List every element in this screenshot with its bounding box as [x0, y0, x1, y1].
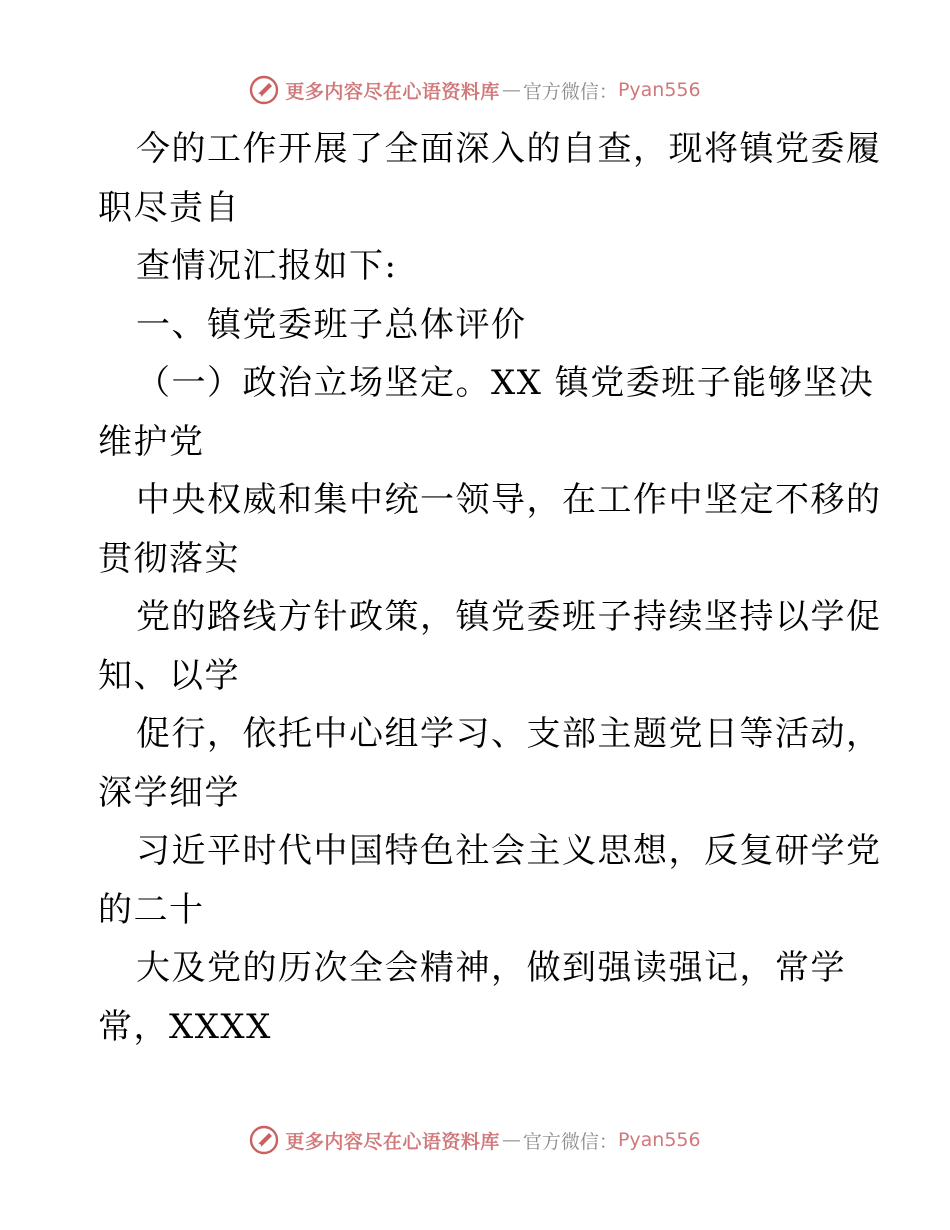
watermark-separator: ： [598, 80, 618, 103]
text-line: 常，XXXX [98, 1006, 272, 1047]
text-line: 的二十 [98, 889, 205, 930]
text-line: 深学细学 [98, 772, 240, 813]
text-line: 贯彻落实 [98, 538, 240, 579]
watermark-brand: 更多内容尽在心语资料库 [285, 80, 500, 103]
watermark-contact-id: Pyan556 [617, 1129, 701, 1151]
watermark-contact-label: 官方微信 [522, 1130, 599, 1153]
text-line: 职尽责自 [98, 187, 240, 228]
text-line: 党的路线方针政策，镇党委班子持续坚持以学促 [136, 597, 882, 637]
text-line: 一、镇党委班子总体评价 [136, 304, 527, 345]
watermark-contact-id: Pyan556 [617, 79, 701, 101]
header-watermark [0, 70, 950, 110]
text-line: 维护党 [98, 421, 205, 462]
text-line: 大及党的历次全会精神，做到强读强记，常学 [136, 948, 846, 988]
footer-watermark [0, 1120, 950, 1160]
text-line: 习近平时代中国特色社会主义思想，反复研学党 [136, 831, 882, 871]
watermark-dash: — [501, 1129, 521, 1151]
text-line: 中央权威和集中统一领导，在工作中坚定不移的 [136, 480, 882, 520]
watermark-dash: — [501, 79, 521, 101]
text-line: 今的工作开展了全面深入的自查，现将镇党委履 [136, 129, 882, 169]
text-line: 查情况汇报如下: [136, 246, 398, 286]
brand-logo-icon [249, 75, 279, 105]
document-body [98, 120, 882, 1056]
text-line: （一）政治立场坚定。XX 镇党委班子能够坚决 [136, 363, 875, 403]
brand-logo-icon [249, 1125, 279, 1155]
watermark-contact-label: 官方微信 [522, 80, 599, 103]
watermark-brand: 更多内容尽在心语资料库 [285, 1130, 500, 1153]
text-line: 知、以学 [98, 655, 240, 696]
watermark-separator: ： [598, 1130, 618, 1153]
text-line: 促行，依托中心组学习、支部主题党日等活动， [136, 714, 882, 754]
